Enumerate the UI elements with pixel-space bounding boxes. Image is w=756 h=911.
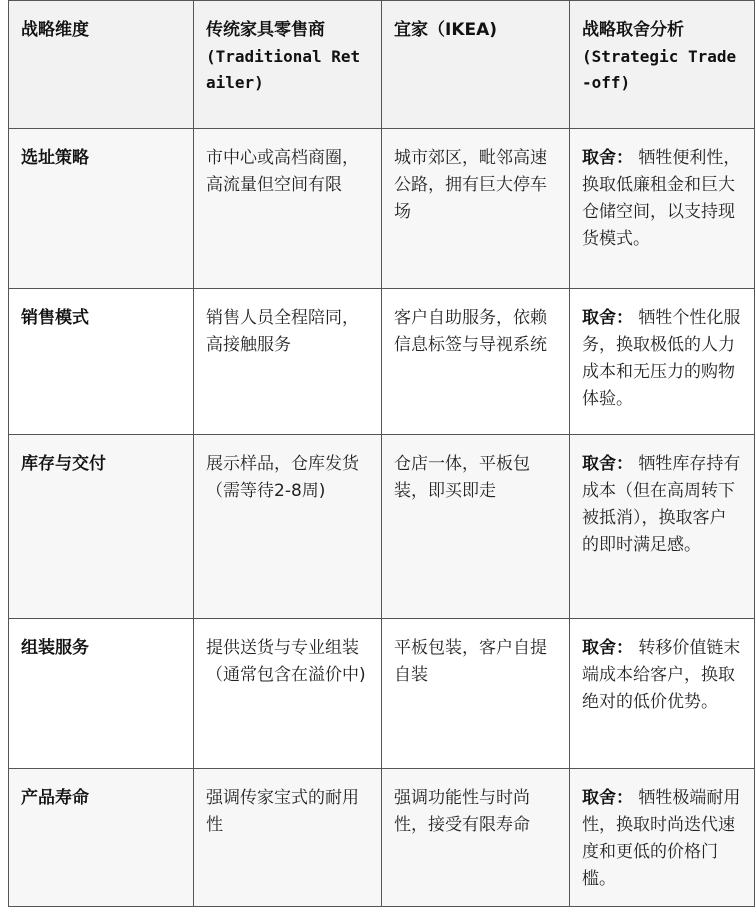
dimension-label: 库存与交付	[21, 454, 106, 474]
strategy-comparison-table	[8, 0, 755, 907]
cell-ikea: 客户自助服务，依赖信息标签与导视系统	[382, 289, 570, 435]
cell-tradeoff	[570, 129, 755, 289]
header-traditional-english: (Traditional Retailer)	[206, 47, 361, 92]
cell-traditional: 销售人员全程陪同，高接触服务	[194, 289, 382, 435]
tradeoff-text: 牺牲个性化服务，换取极低的人力成本和无压力的购物体验。	[582, 308, 741, 409]
cell-ikea: 强调功能性与时尚性，接受有限寿命	[382, 769, 570, 907]
cell-traditional: 提供送货与专业组装（通常包含在溢价中)	[194, 619, 382, 769]
tradeoff-text: 转移价值链末端成本给客户，换取绝对的低价优势。	[582, 638, 741, 712]
cell-dimension	[9, 619, 194, 769]
table-row	[9, 289, 755, 435]
cell-tradeoff	[570, 619, 755, 769]
tradeoff-tag: 取舍：	[582, 788, 633, 808]
tradeoff-text: 牺牲库存持有成本（但在高周转下被抵消），换取客户的即时满足感。	[582, 454, 741, 555]
header-tradeoff-label: 战略取舍分析	[582, 20, 684, 40]
tradeoff-tag: 取舍：	[582, 148, 633, 168]
cell-dimension	[9, 129, 194, 289]
cell-tradeoff	[570, 289, 755, 435]
table-row	[9, 769, 755, 907]
table-row	[9, 435, 755, 619]
cell-dimension	[9, 435, 194, 619]
header-traditional	[194, 1, 382, 129]
cell-ikea: 平板包装，客户自提自装	[382, 619, 570, 769]
header-ikea-label: 宜家（IKEA)	[394, 20, 498, 40]
cell-traditional: 展示样品，仓库发货（需等待2-8周)	[194, 435, 382, 619]
table-header-row	[9, 1, 755, 129]
header-dimension-label: 战略维度	[21, 20, 89, 40]
cell-traditional: 强调传家宝式的耐用性	[194, 769, 382, 907]
header-traditional-label: 传统家具零售商	[206, 20, 325, 40]
cell-dimension	[9, 769, 194, 907]
cell-traditional: 市中心或高档商圈，高流量但空间有限	[194, 129, 382, 289]
dimension-label: 选址策略	[21, 148, 89, 168]
table-row	[9, 129, 755, 289]
header-tradeoff-english: (Strategic Trade-off)	[582, 47, 737, 92]
dimension-label: 销售模式	[21, 308, 89, 328]
header-dimension	[9, 1, 194, 129]
header-ikea	[382, 1, 570, 129]
cell-tradeoff	[570, 435, 755, 619]
comparison-table-container	[8, 0, 754, 906]
cell-dimension	[9, 289, 194, 435]
header-tradeoff	[570, 1, 755, 129]
tradeoff-tag: 取舍：	[582, 308, 633, 328]
tradeoff-text: 牺牲便利性，换取低廉租金和巨大仓储空间，以支持现货模式。	[582, 148, 741, 249]
dimension-label: 组装服务	[21, 638, 89, 658]
tradeoff-text: 牺牲极端耐用性，换取时尚迭代速度和更低的价格门槛。	[582, 788, 741, 889]
table-row	[9, 619, 755, 769]
cell-tradeoff	[570, 769, 755, 907]
tradeoff-tag: 取舍：	[582, 454, 633, 474]
dimension-label: 产品寿命	[21, 788, 89, 808]
cell-ikea: 仓店一体，平板包装，即买即走	[382, 435, 570, 619]
tradeoff-tag: 取舍：	[582, 638, 633, 658]
cell-ikea: 城市郊区，毗邻高速公路，拥有巨大停车场	[382, 129, 570, 289]
